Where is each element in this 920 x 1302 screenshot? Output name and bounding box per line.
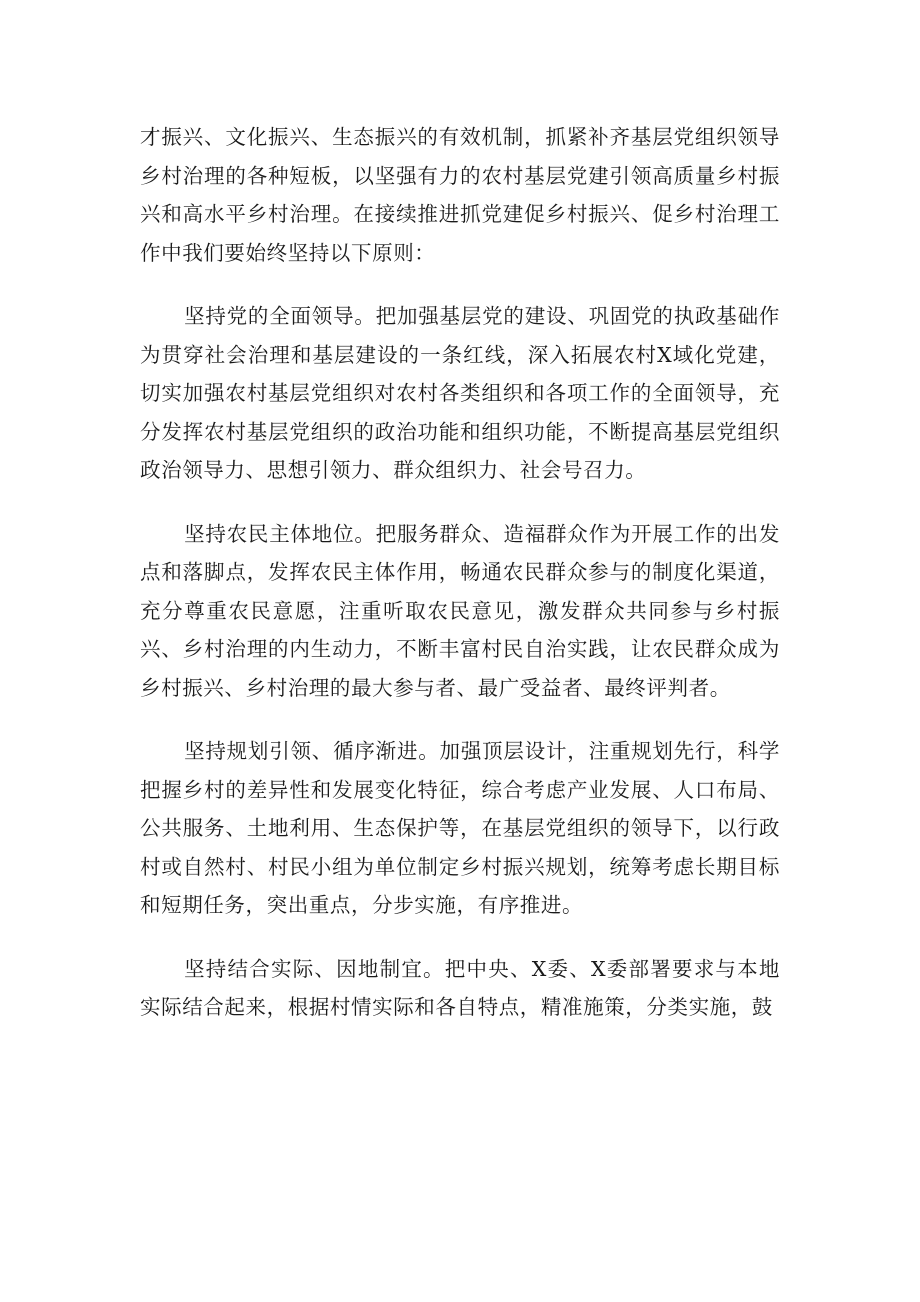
paragraph-gap (140, 490, 780, 515)
document-body (140, 118, 780, 1027)
paragraph-gap (140, 272, 780, 297)
paragraph-gap (140, 925, 780, 950)
paragraph-farmer-subject: 坚持农民主体地位。把服务群众、造福群众作为开展工作的出发点和落脚点，发挥农民主体作用，畅通农民群众参与的制度化渠道，充分尊重农民意愿，注重听取农民意见，激发群众共同参与乡村振兴、乡村治理的内生动力，不断丰富村民自治实践，让农民群众成为乡村振兴、乡村治理的最大参与者、最广受益者、最终评判者。 (140, 521, 780, 700)
paragraph-party-leadership: 坚持党的全面领导。把加强基层党的建设、巩固党的执政基础作为贯穿社会治理和基层建设的一条红线，深入拓展农村X域化党建，切实加强农村基层党组织对农村各类组织和各项工作的全面领导，充分发挥农村基层党组织的政治功能和组织功能，不断提高基层党组织政治领导力、思想引领力、群众组织力、社会号召力。 (140, 304, 780, 482)
paragraph-local-conditions: 坚持结合实际、因地制宜。把中央、X委、X委部署要求与本地实际结合起来，根据村情实际和各自特点，精准施策，分类实施，鼓 (140, 956, 780, 1019)
paragraph-gap (140, 707, 780, 732)
paragraph-planning-guidance: 坚持规划引领、循序渐进。加强顶层设计，注重规划先行，科学把握乡村的差异性和发展变化特征，综合考虑产业发展、人口布局、公共服务、土地利用、生态保护等，在基层党组织的领导下，以行政村或自然村、村民小组为单位制定乡村振兴规划，统筹考虑长期目标和短期任务，突出重点，分步实施，有序推进。 (140, 739, 780, 917)
paragraph-intro-continuation: 才振兴、文化振兴、生态振兴的有效机制，抓紧补齐基层党组织领导乡村治理的各种短板，以坚强有力的农村基层党建引领高质量乡村振兴和高水平乡村治理。在接续推进抓党建促乡村振兴、促乡村治理工作中我们要始终坚持以下原则： (140, 125, 780, 265)
